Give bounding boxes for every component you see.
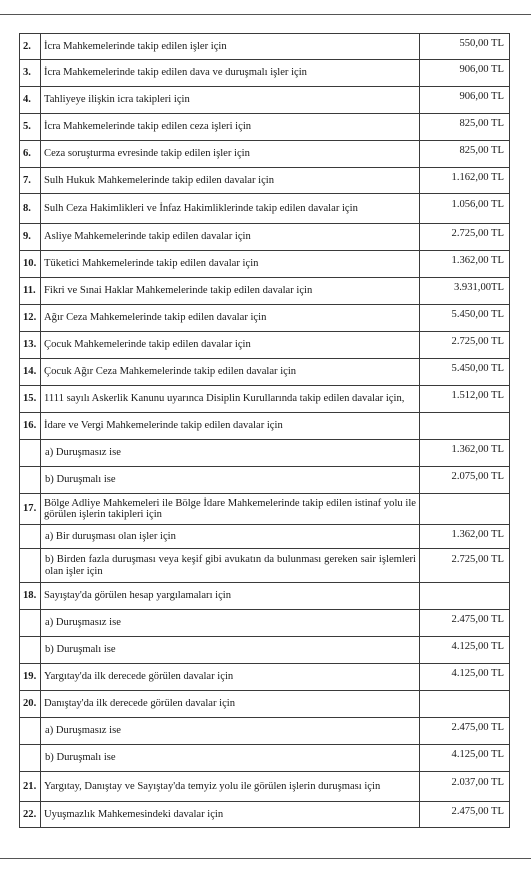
row-number <box>20 745 41 772</box>
row-amount: 2.725,00 TL <box>420 224 510 251</box>
row-amount <box>420 583 510 610</box>
table-row <box>20 549 510 583</box>
row-number: 8. <box>20 194 41 224</box>
row-amount <box>420 413 510 440</box>
row-amount: 2.725,00 TL <box>420 549 510 583</box>
row-description: Bölge Adliye Mahkemeleri ile Bölge İdare Mahkemelerinde takip edilen istinaf yolu ile görülen işlerin takipleri için <box>41 494 420 525</box>
table-row <box>20 718 510 745</box>
row-number <box>20 549 41 583</box>
table-row <box>20 87 510 114</box>
row-number: 3. <box>20 60 41 87</box>
row-description: İcra Mahkemelerinde takip edilen ceza işleri için <box>41 114 420 141</box>
table-row <box>20 194 510 224</box>
table-row <box>20 802 510 828</box>
row-description: İcra Mahkemelerinde takip edilen dava ve duruşmalı işler için <box>41 60 420 87</box>
row-number <box>20 610 41 637</box>
table-row <box>20 386 510 413</box>
row-number <box>20 440 41 467</box>
row-description: Uyuşmazlık Mahkemesindeki davalar için <box>41 802 420 828</box>
row-description: b) Duruşmalı ise <box>41 745 420 772</box>
row-amount: 5.450,00 TL <box>420 305 510 332</box>
row-description: b) Birden fazla duruşması veya keşif gibi avukatın da bulunması gereken sair işlemleri olan işler için <box>41 549 420 583</box>
row-amount: 2.037,00 TL <box>420 772 510 802</box>
row-number: 6. <box>20 141 41 168</box>
row-number: 12. <box>20 305 41 332</box>
table-row <box>20 467 510 494</box>
row-amount: 3.931,00TL <box>420 278 510 305</box>
table-row <box>20 637 510 664</box>
table-row <box>20 114 510 141</box>
row-number: 9. <box>20 224 41 251</box>
table-row <box>20 60 510 87</box>
table-row <box>20 610 510 637</box>
table-row <box>20 278 510 305</box>
row-amount: 4.125,00 TL <box>420 745 510 772</box>
row-amount: 1.162,00 TL <box>420 168 510 194</box>
row-number <box>20 718 41 745</box>
table-row <box>20 583 510 610</box>
row-description: a) Duruşmasız ise <box>41 610 420 637</box>
table-row <box>20 305 510 332</box>
table-row <box>20 440 510 467</box>
row-description: Ağır Ceza Mahkemelerinde takip edilen davalar için <box>41 305 420 332</box>
row-description: Sulh Ceza Hakimlikleri ve İnfaz Hakimliklerinde takip edilen davalar için <box>41 194 420 224</box>
table-row <box>20 664 510 691</box>
row-description: a) Duruşmasız ise <box>41 718 420 745</box>
row-number: 11. <box>20 278 41 305</box>
table-row <box>20 494 510 525</box>
row-number: 5. <box>20 114 41 141</box>
table-row <box>20 332 510 359</box>
row-amount: 2.475,00 TL <box>420 610 510 637</box>
row-amount: 2.475,00 TL <box>420 802 510 828</box>
row-amount: 1.056,00 TL <box>420 194 510 224</box>
row-amount: 4.125,00 TL <box>420 637 510 664</box>
row-amount: 906,00 TL <box>420 87 510 114</box>
row-number: 16. <box>20 413 41 440</box>
table-row <box>20 525 510 549</box>
row-description: İcra Mahkemelerinde takip edilen işler için <box>41 34 420 60</box>
row-number: 19. <box>20 664 41 691</box>
row-description: Fikri ve Sınai Haklar Mahkemelerinde takip edilen davalar için <box>41 278 420 305</box>
row-number: 13. <box>20 332 41 359</box>
row-amount: 825,00 TL <box>420 141 510 168</box>
row-number: 14. <box>20 359 41 386</box>
top-rule <box>0 14 531 15</box>
row-description: Çocuk Ağır Ceza Mahkemelerinde takip edilen davalar için <box>41 359 420 386</box>
table-row <box>20 359 510 386</box>
row-number: 15. <box>20 386 41 413</box>
fee-schedule-table <box>19 33 510 828</box>
row-number <box>20 525 41 549</box>
row-description: Danıştay'da ilk derecede görülen davalar için <box>41 691 420 718</box>
row-number <box>20 467 41 494</box>
table-row <box>20 772 510 802</box>
row-number: 22. <box>20 802 41 828</box>
row-number: 10. <box>20 251 41 278</box>
table-row <box>20 251 510 278</box>
table-row <box>20 413 510 440</box>
table-row <box>20 168 510 194</box>
row-amount: 825,00 TL <box>420 114 510 141</box>
row-description: a) Duruşmasız ise <box>41 440 420 467</box>
row-description: Sayıştay'da görülen hesap yargılamaları için <box>41 583 420 610</box>
row-number <box>20 637 41 664</box>
row-description: Sulh Hukuk Mahkemelerinde takip edilen davalar için <box>41 168 420 194</box>
bottom-rule <box>0 858 531 859</box>
row-amount: 4.125,00 TL <box>420 664 510 691</box>
row-amount: 1.362,00 TL <box>420 440 510 467</box>
row-amount: 2.075,00 TL <box>420 467 510 494</box>
table-row <box>20 141 510 168</box>
row-description: b) Duruşmalı ise <box>41 467 420 494</box>
row-amount: 1.362,00 TL <box>420 525 510 549</box>
row-amount: 5.450,00 TL <box>420 359 510 386</box>
row-amount: 2.725,00 TL <box>420 332 510 359</box>
row-number: 7. <box>20 168 41 194</box>
row-description: Ceza soruşturma evresinde takip edilen işler için <box>41 141 420 168</box>
row-description: b) Duruşmalı ise <box>41 637 420 664</box>
row-description: Yargıtay'da ilk derecede görülen davalar için <box>41 664 420 691</box>
table-row <box>20 745 510 772</box>
row-amount <box>420 494 510 525</box>
row-number: 18. <box>20 583 41 610</box>
row-number: 4. <box>20 87 41 114</box>
row-description: İdare ve Vergi Mahkemelerinde takip edilen davalar için <box>41 413 420 440</box>
table-row <box>20 224 510 251</box>
row-number: 21. <box>20 772 41 802</box>
row-amount: 1.362,00 TL <box>420 251 510 278</box>
row-description: Yargıtay, Danıştay ve Sayıştay'da temyiz yolu ile görülen işlerin duruşması için <box>41 772 420 802</box>
table-row <box>20 691 510 718</box>
row-description: Tahliyeye ilişkin icra takipleri için <box>41 87 420 114</box>
row-description: a) Bir duruşması olan işler için <box>41 525 420 549</box>
row-amount <box>420 691 510 718</box>
row-amount: 2.475,00 TL <box>420 718 510 745</box>
row-number: 2. <box>20 34 41 60</box>
row-amount: 550,00 TL <box>420 34 510 60</box>
row-description: Çocuk Mahkemelerinde takip edilen davalar için <box>41 332 420 359</box>
row-number: 20. <box>20 691 41 718</box>
row-description: 1111 sayılı Askerlik Kanunu uyarınca Disiplin Kurullarında takip edilen davalar için, <box>41 386 420 413</box>
table-row <box>20 34 510 60</box>
fee-rows <box>20 34 510 828</box>
row-amount: 906,00 TL <box>420 60 510 87</box>
row-description: Asliye Mahkemelerinde takip edilen davalar için <box>41 224 420 251</box>
row-description: Tüketici Mahkemelerinde takip edilen davalar için <box>41 251 420 278</box>
row-number: 17. <box>20 494 41 525</box>
row-amount: 1.512,00 TL <box>420 386 510 413</box>
